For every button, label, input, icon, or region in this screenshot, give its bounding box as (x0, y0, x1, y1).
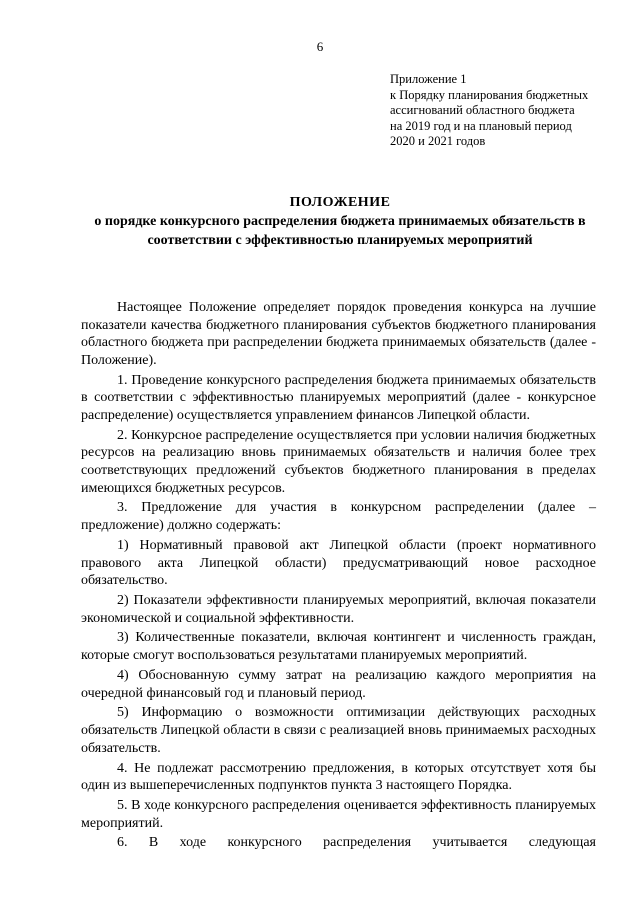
paragraph: 6. В ходе конкурсного распределения учитывается следующая (117, 835, 596, 851)
paragraph: 5) Информацию о возможности оптимизации действующих расходных обязательств Липецкой области в связи с реализацией вновь принимаемых расходных обязательств. (81, 705, 596, 756)
title-main: ПОЛОЖЕНИЕ (289, 195, 391, 210)
paragraph: 1. Проведение конкурсного распределения бюджета принимаемых обязательств в соответствии с эффективностью планируемых мероприятий (далее - конкурсное распределение) осуществляется управлением финансов Липецкой области. (81, 372, 596, 423)
appendix-line: Приложение 1 (390, 72, 467, 86)
page-number: 6 (316, 39, 324, 54)
paragraph: 2. Конкурсное распределение осуществляется при условии наличия бюджетных ресурсов на реализацию вновь принимаемых обязательств и наличия более трех соответствующих предложений субъектов бюджетного планирования в пределах имеющихся бюджетных ресурсов. (81, 427, 596, 496)
paragraph: 1) Нормативный правовой акт Липецкой области (проект нормативного правового акта Липецкой области) предусматривающий новое расходное обязательство. (81, 537, 596, 589)
appendix-block (390, 72, 625, 150)
appendix-line: на 2019 год и на плановый период (390, 118, 572, 133)
paragraph: 4. Не подлежат рассмотрению предложения, в которых отсутствует хотя бы один из вышеперечисленных подпунктов пункта 3 настоящего Порядка. (81, 760, 596, 794)
appendix-line: ассигнований областного бюджета (390, 103, 575, 117)
paragraph: 2) Показатели эффективности планируемых мероприятий, включая показатели экономической и социальной эффективности. (81, 592, 596, 626)
document-body (81, 299, 596, 852)
appendix-line: к Порядку планирования бюджетных (390, 87, 589, 102)
paragraph: 3) Количественные показатели, включая контингент и численность граждан, которые смогут воспользоваться результатами планируемых мероприятий. (81, 630, 596, 664)
document-title (80, 194, 600, 250)
appendix-line: 2020 и 2021 годов (390, 134, 486, 148)
title-subtitle: о порядке конкурсного распределения бюджета принимаемых обязательств в соответствии с эффективностью планируемых мероприятий (94, 214, 586, 248)
paragraph: 4) Обоснованную сумму затрат на реализацию каждого мероприятия на очередной финансовый год и плановый период. (81, 667, 596, 701)
paragraph: 5. В ходе конкурсного распределения оценивается эффективность планируемых мероприятий. (81, 798, 596, 831)
paragraph: Настоящее Положение определяет порядок проведения конкурса на лучшие показатели качества бюджетного планирования субъектов бюджетного планирования областного бюджета при распределении бюджета принимаемых обязательств (далее - Положение). (81, 300, 596, 368)
paragraph: 3. Предложение для участия в конкурсном распределении (далее – предложение) должно содержать: (81, 500, 596, 534)
